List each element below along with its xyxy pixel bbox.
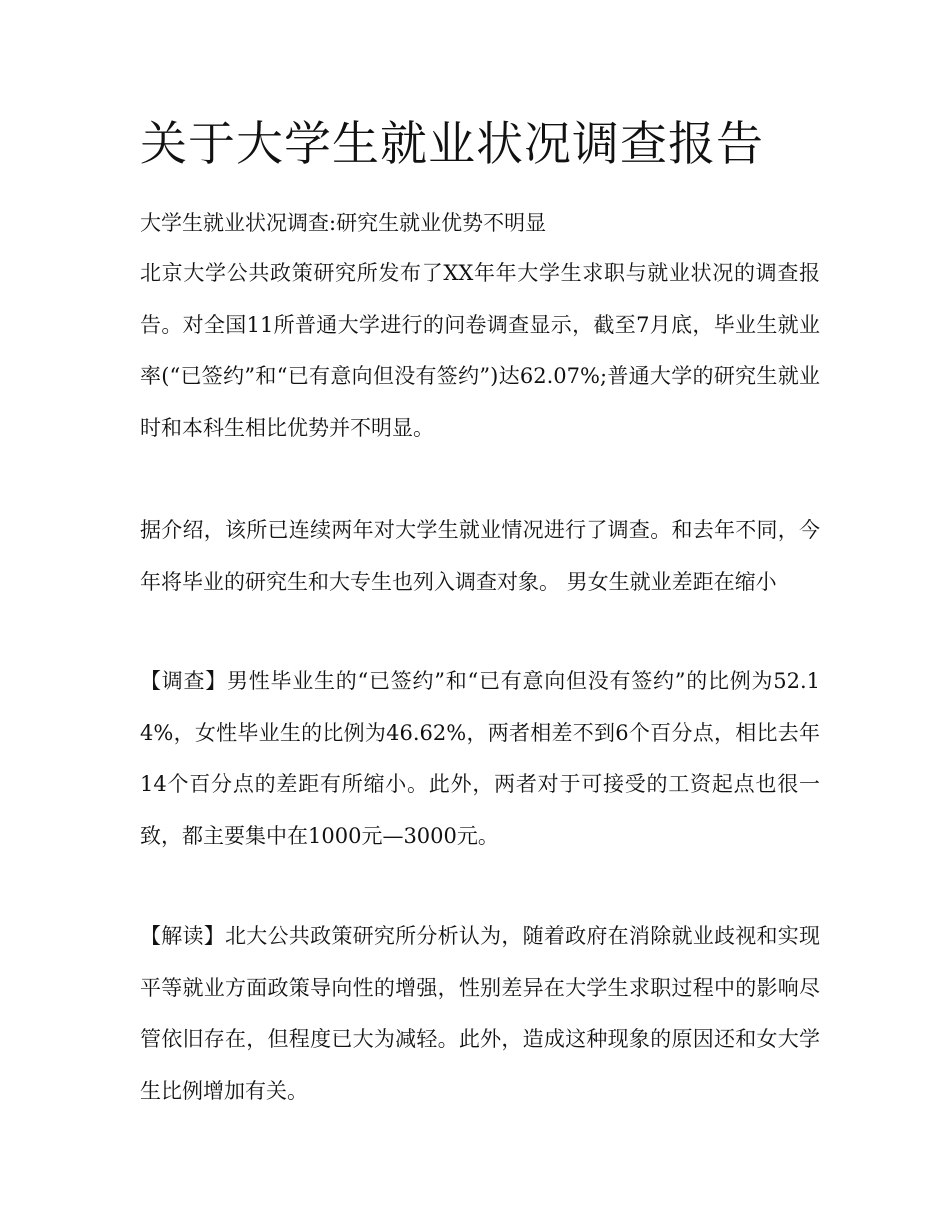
document-title: 关于大学生就业状况调查报告: [140, 117, 764, 172]
paragraph-intro: 北京大学公共政策研究所发布了XX年年大学生求职与就业状况的调查报告。对全国11所普通大学进行的问卷调查显示，截至7月底，毕业生就业率(“已签约”和“已有意向但没有签约”)达62.07%;普通大学的研究生就业时和本科生相比优势并不明显。: [140, 261, 820, 440]
paragraph-interpretation: 【解读】北大公共政策研究所分析认为，随着政府在消除就业歧视和实现平等就业方面政策导向性的增强，性别差异在大学生求职过程中的影响尽管依旧存在，但程度已大为减轻。此外，造成这种现象的原因还和女大学生比例增加有关。: [140, 924, 820, 1103]
paragraph-background: 据介绍，该所已连续两年对大学生就业情况进行了调查。和去年不同，今年将毕业的研究生和大专生也列入调查对象。 男女生就业差距在缩小: [140, 518, 820, 594]
paragraph-survey: 【调查】男性毕业生的“已签约”和“已有意向但没有签约”的比例为52.14%，女性毕业生的比例为46.62%，两者相差不到6个百分点，相比去年14个百分点的差距有所缩小。此外，两者对于可接受的工资起点也很一致，都主要集中在1000元—3000元。: [140, 669, 820, 848]
document-subtitle: 大学生就业状况调查:研究生就业优势不明显: [140, 211, 547, 235]
